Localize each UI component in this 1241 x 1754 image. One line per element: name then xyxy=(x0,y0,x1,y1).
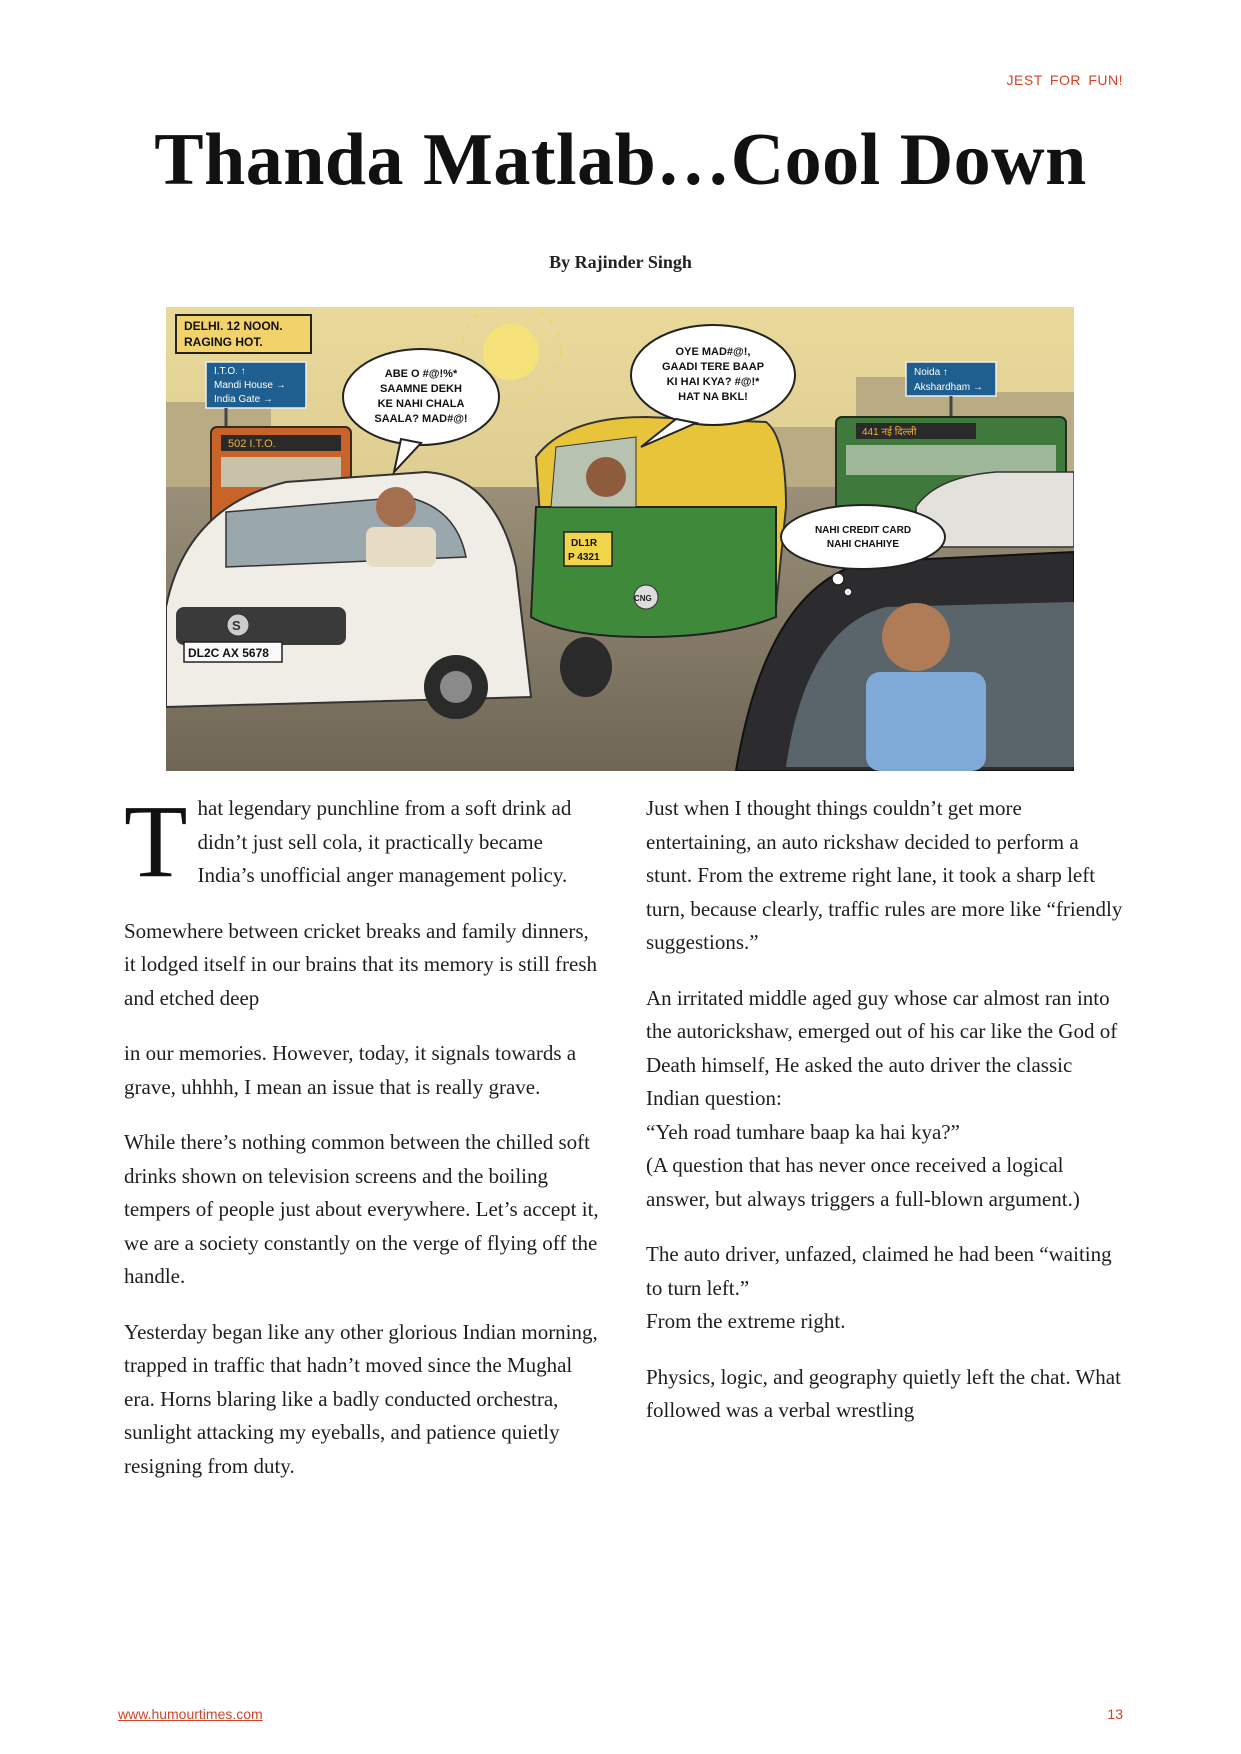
paragraph-7-aside: (A question that has never once received a logical answer, but always triggers a full-blown argument.) xyxy=(646,1153,1080,1211)
bus-right-label: 441 नई दिल्ली xyxy=(862,427,917,438)
speech-auto-line-1: OYE MAD#@!, xyxy=(675,346,751,358)
speech-car-line-4: SAALA? MAD#@! xyxy=(374,413,468,425)
section-tag: JEST FOR FUN! xyxy=(1006,72,1123,88)
speech-car-line-1: ABE O #@!%* xyxy=(384,368,458,380)
paragraph-2: Somewhere between cricket breaks and family dinners, it lodged itself in our brains that its memory is still fresh and etched deep xyxy=(124,918,598,1010)
speech-car-line-2: SAAMNE DEKH xyxy=(380,383,462,395)
left-column xyxy=(124,784,602,1505)
paragraph-8: The auto driver, unfazed, claimed he had been “waiting to turn left.” xyxy=(646,1242,1112,1300)
page-number: 13 xyxy=(1107,1706,1123,1722)
right-column xyxy=(646,792,1124,1450)
sign-left-line-3: India Gate → xyxy=(214,394,273,405)
paragraph-1-text: hat legendary punchline from a soft drink ad didn’t just sell cola, it practically became India’s unofficial anger management policy. xyxy=(197,796,572,887)
auto-plate-line-1: DL1R xyxy=(571,538,598,549)
paragraph-9: Physics, logic, and geography quietly left the chat. What followed was a verbal wrestling xyxy=(646,1364,1121,1422)
bus-left-label: 502 I.T.O. xyxy=(228,438,276,450)
comic-illustration xyxy=(166,307,1074,771)
paragraph-5: Yesterday began like any other glorious Indian morning, trapped in traffic that hadn’t moved since the Mughal era. Horns blaring like a badly conducted orchestra, sunlight attacking my eyeballs, and patience quietly resigning from duty. xyxy=(124,1319,598,1478)
caption-box xyxy=(176,315,311,353)
sign-left-line-2: Mandi House → xyxy=(214,380,286,391)
auto-plate-line-2: P 4321 xyxy=(568,552,600,563)
car-logo: S xyxy=(232,618,241,633)
speech-auto-line-3: KI HAI KYA? #@!* xyxy=(666,376,760,388)
drop-cap: T xyxy=(124,784,188,899)
speech-auto-line-4: HAT NA BKL! xyxy=(678,391,748,403)
sign-right-line-1: Noida ↑ xyxy=(914,367,948,378)
thought-line-1: NAHI CREDIT CARD xyxy=(814,525,912,536)
paragraph-3: in our memories. However, today, it signals towards a grave, uhhhh, I mean an issue that is really grave. xyxy=(124,1041,577,1099)
byline: By Rajinder Singh xyxy=(549,252,692,272)
paragraph-7: An irritated middle aged guy whose car almost ran into the autorickshaw, emerged out of his car like the God of Death himself, He asked the auto driver the classic Indian question: xyxy=(646,985,1118,1110)
thought-line-2: NAHI CHAHIYE xyxy=(826,539,900,550)
sign-right-line-2: Akshardham → xyxy=(914,382,983,393)
speech-auto-line-2: GAADI TERE BAAP xyxy=(661,361,765,373)
sign-left-line-1: I.T.O. ↑ xyxy=(214,366,246,377)
paragraph-7-quote: “Yeh road tumhare baap ka hai kya?” xyxy=(646,1119,960,1144)
caption-line-1: DELHI. 12 NOON. xyxy=(184,319,283,333)
paragraph-1 xyxy=(124,784,602,899)
article-title: Thanda Matlab…Cool Down xyxy=(154,119,1087,201)
caption-line-2: RAGING HOT. xyxy=(184,335,263,349)
paragraph-6: Just when I thought things couldn’t get more entertaining, an auto rickshaw decided to perform a stunt. From the extreme right lane, it took a sharp left turn, because clearly, traffic rules are more like “friendly suggestions.” xyxy=(646,796,1123,954)
speech-car-line-3: KE NAHI CHALA xyxy=(377,398,465,410)
paragraph-8-b: From the extreme right. xyxy=(646,1309,846,1333)
footer-link[interactable]: www.humourtimes.com xyxy=(118,1706,263,1722)
car-plate: DL2C AX 5678 xyxy=(188,646,269,660)
paragraph-4: While there’s nothing common between the chilled soft drinks shown on television screens and the boiling tempers of people just about everywhere. Let’s accept it, we are a society constantly on the verge of flying off the handle. xyxy=(124,1130,599,1288)
auto-badge: CNG xyxy=(634,594,652,603)
